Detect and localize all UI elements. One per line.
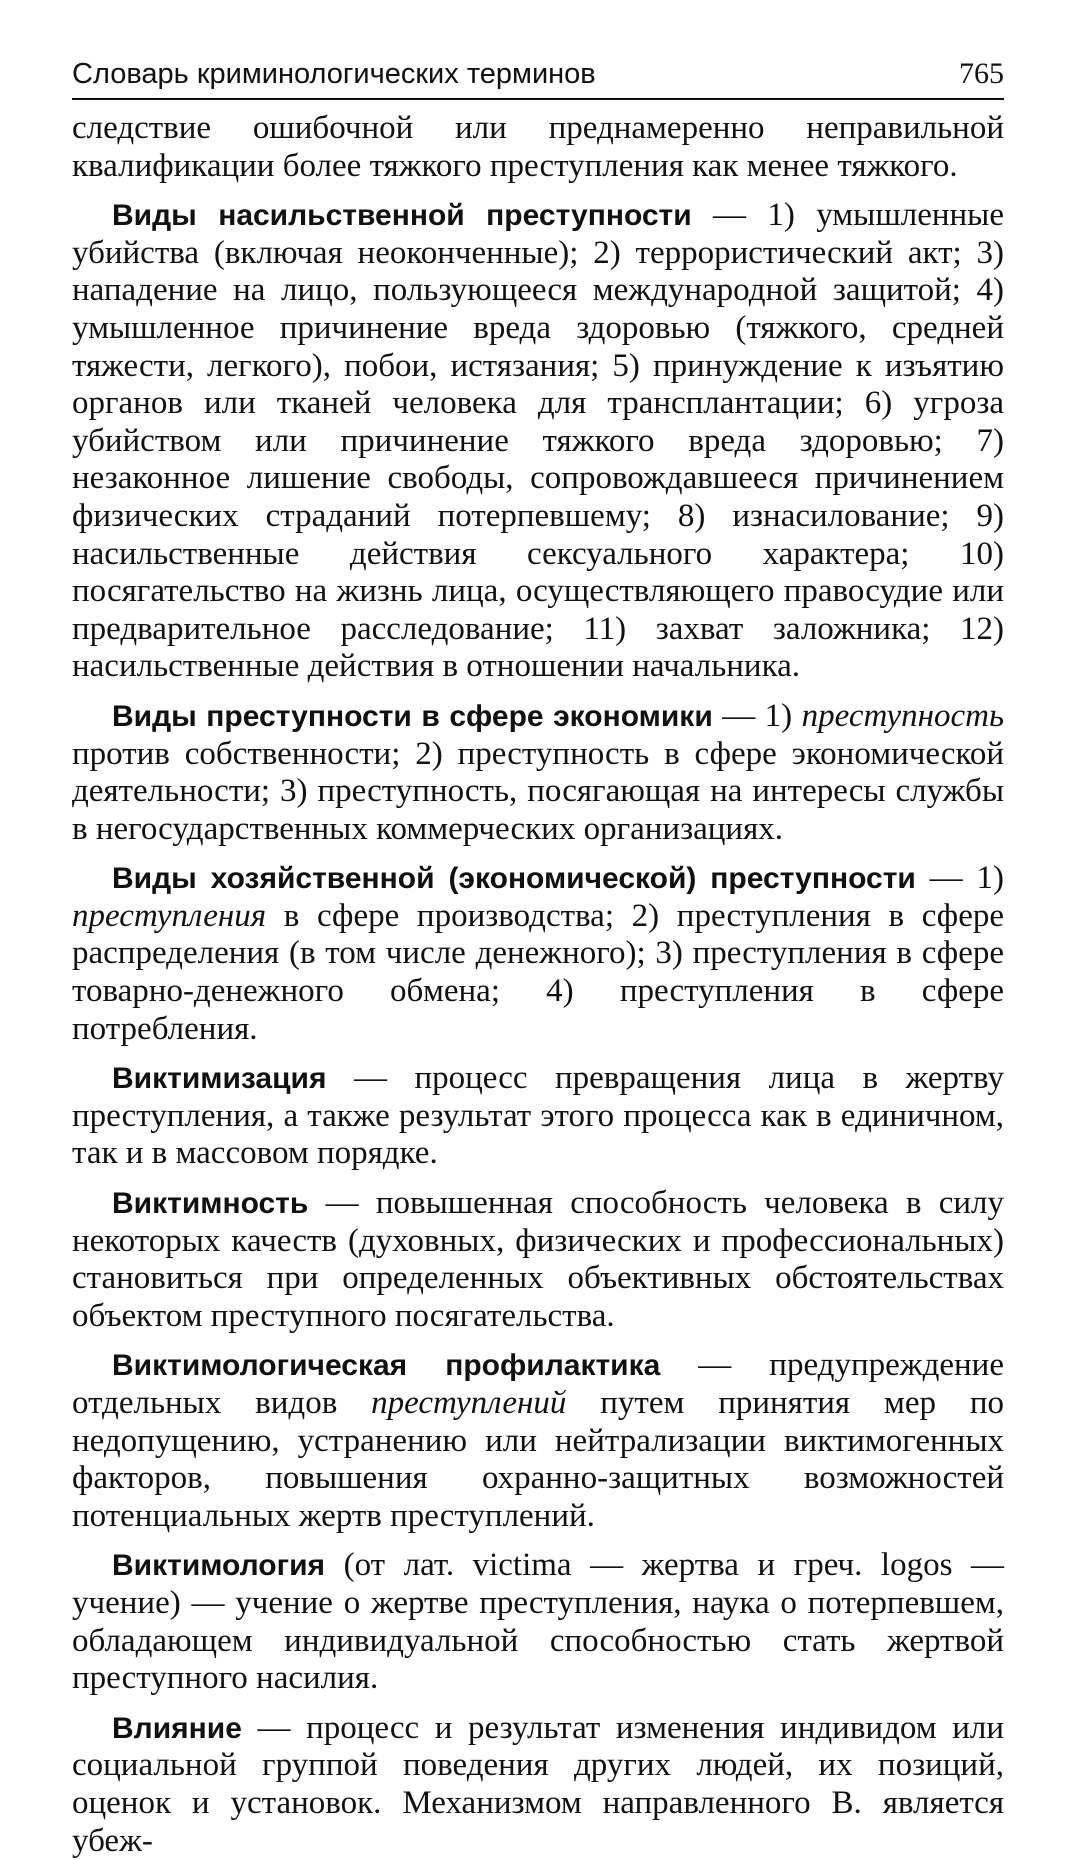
entry-definition: — 1) умышленные убийства (включая неоконченные); 2) террористический акт; 3) нападение на лицо, пользующееся международной защитой; 4) умышленное причинение вреда здоровью (тяжкого, средней тяжести, легкого), побои, истязания; 5) принуждение к изъятию органов или тканей человека для трансплантации; 6) угроза убийством или причинение тяжкого вреда здоровью; 7) незаконное лишение свободы, сопровождавшееся причинением физических страданий потерпевшему; 8) изнасилование; 9) насильственные действия сексуального характера; 10) посягательство на жизнь лица, осуществляющего правосудие или предварительное расследование; 11) захват заложника; 12) насильственные действия в отношении начальника. — [72, 197, 1004, 685]
entry-definition-italic: преступления — [72, 897, 267, 934]
entry-definition-italic: преступлений — [371, 1385, 567, 1421]
entry-term: Виктимизация — [112, 1062, 327, 1096]
entry-victimhood — [72, 1185, 1004, 1335]
dictionary-page — [72, 56, 1004, 1859]
entry-definition-italic: преступность — [801, 697, 1004, 734]
entry-term: Виктимологическая профилактика — [112, 1349, 661, 1383]
entry-definition-rest: путем принятия мер по недопущению, устранению или нейтрализации виктимогенных факторов, повышения охранно-защитных возможностей потенциальных жертв преступлений. — [72, 1385, 1004, 1534]
entry-definition-rest: в сфере производства; 2) преступления в сфере распределения (в том числе денежного); 3) преступления в сфере товарно-денежного обмена; 4) преступления в сфере потребления. — [72, 897, 1004, 1047]
entry-continuation — [72, 110, 1004, 185]
entry-term: Виды хозяйственной (экономической) преступности — [112, 862, 916, 896]
running-head — [72, 56, 1004, 100]
entry-definition: — повышенная способность человека в силу некоторых качеств (духовных, физических и профессиональных) становиться при определенных объективных обстоятельствах объектом преступного посягательства. — [72, 1185, 1004, 1334]
entry-continuation-text: следствие ошибочной или преднамеренно неправильной квалификации более тяжкого преступления как менее тяжкого. — [72, 110, 1004, 184]
running-head-title: Словарь криминологических терминов — [72, 58, 596, 90]
entry-definition: (от лат. victima — жертва и греч. logos — учение) — учение о жертве преступления, наука о потерпевшем, обладающем индивидуальной способностью стать жертвой преступного насилия. — [72, 1547, 1004, 1697]
entry-term: Виды насильственной преступности — [112, 199, 692, 233]
entry-term: Виды преступности в сфере экономики — [112, 699, 713, 733]
entry-term: Виктимность — [112, 1187, 309, 1221]
entry-victimology — [72, 1547, 1004, 1697]
page-number: 765 — [959, 57, 1004, 90]
entry-definition: — процесс и результат изменения индивидом или социальной группой поведения других людей, их позиций, оценок и установок. Механизмом направленного В. является убеж- — [72, 1709, 1004, 1859]
entry-violent-crime-types — [72, 197, 1004, 686]
entry-term: Влияние — [112, 1711, 242, 1745]
entry-definition: — процесс превращения лица в жертву преступления, а также результат этого процесса как в единичном, так и в массовом порядке. — [72, 1060, 1004, 1172]
entry-definition-start: — предупреждение отдельных видов — [72, 1347, 1004, 1421]
entry-term: Виктимология — [112, 1549, 326, 1583]
entry-definition-rest: против собственности; 2) преступность в сфере экономической деятельности; 3) преступность, посягающая на интересы службы в негосударственных коммерческих организациях. — [72, 735, 1004, 847]
body-text — [72, 110, 1004, 1860]
entry-definition-start: — 1) — [915, 860, 1004, 897]
entry-victimization — [72, 1060, 1004, 1173]
entry-economic-crime-types — [72, 698, 1004, 848]
entry-definition-start: — 1) — [712, 697, 802, 734]
entry-influence — [72, 1710, 1004, 1860]
entry-business-crime-types — [72, 860, 1004, 1048]
entry-victimological-prevention — [72, 1347, 1004, 1535]
